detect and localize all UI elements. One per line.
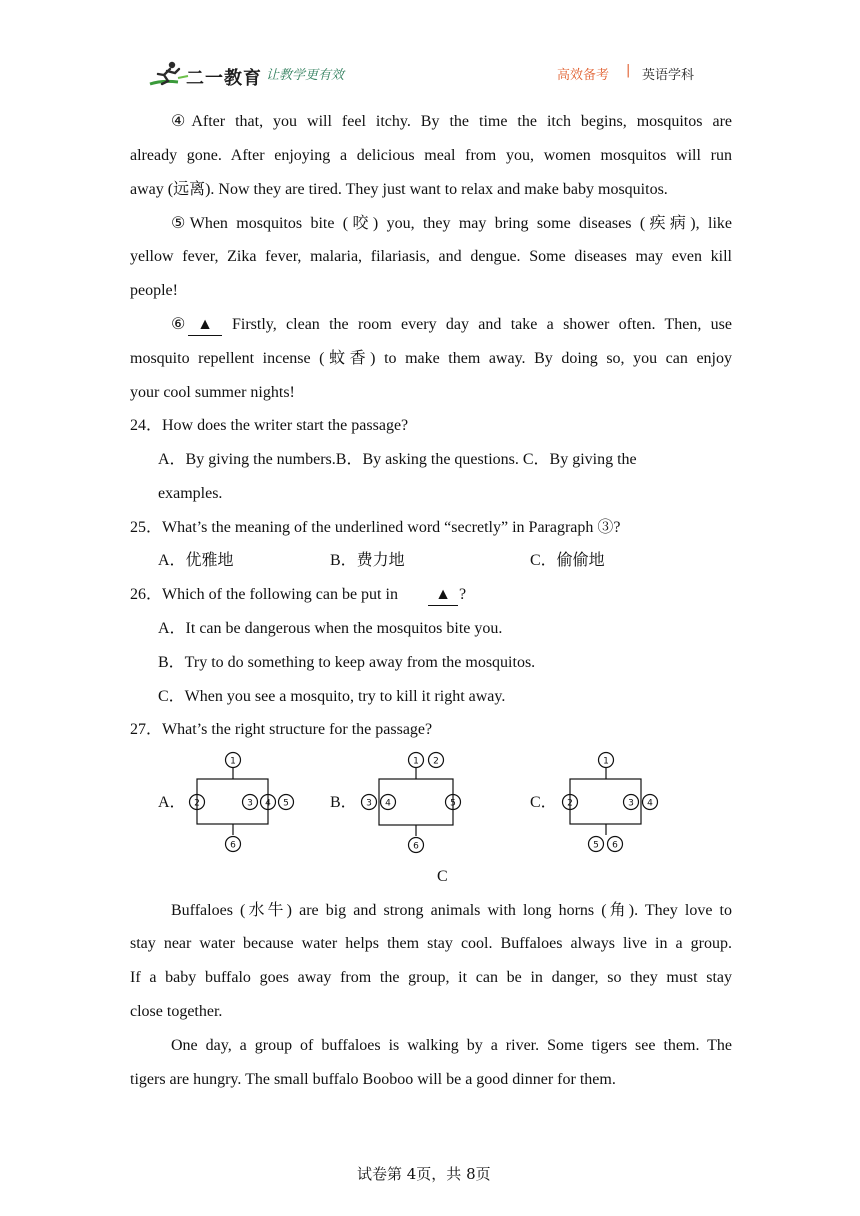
option-c: C．偷偷地: [530, 552, 605, 569]
circle-label: 6: [413, 841, 419, 852]
circle-label: 3: [247, 798, 253, 809]
circle-label: 3: [366, 798, 372, 809]
structure-diagram-c: [556, 748, 666, 854]
paragraph-6-marker: ⑥: [171, 316, 186, 333]
circle-label: 6: [612, 840, 618, 851]
answer-blank-p6: ▲: [188, 315, 222, 336]
circle-label: 6: [230, 840, 236, 851]
logo-text: 二一教育: [186, 68, 262, 88]
option-c: C．When you see a mosquito, try to kill it right away.: [158, 688, 506, 705]
paragraph-line: people!: [130, 282, 178, 299]
question-stem: 27．What’s the right structure for the passage?: [130, 721, 433, 738]
circle-label: 1: [603, 756, 609, 767]
circle-label: 5: [593, 840, 599, 851]
option-a: A．It can be dangerous when the mosquitos bite you.: [158, 620, 503, 637]
paragraph-line: close together.: [130, 1003, 223, 1020]
paragraph-line: your cool summer nights!: [130, 384, 295, 401]
paragraph-line: ④After that, you will feel itchy. By the time the itch begins, mosquitos are: [171, 113, 732, 130]
structure-diagram-a: [180, 748, 300, 854]
paragraph-line: Firstly, clean the room every day and take a shower often. Then, use: [232, 316, 732, 333]
answer-blank-q26: ▲: [428, 585, 458, 606]
paragraph-line: already gone. After enjoying a delicious meal from you, women mosquitos will run: [130, 147, 732, 164]
header-tag-right: 英语学科: [642, 68, 695, 83]
runner-logo-icon: [148, 60, 190, 88]
question-stem-end: ?: [459, 586, 467, 603]
option-b: B．费力地: [330, 552, 405, 569]
question-options-cont: examples.: [158, 485, 223, 502]
option-c-label: C．: [530, 794, 557, 811]
header-tag-left: 高效备考: [557, 68, 610, 83]
circle-label: 3: [628, 798, 634, 809]
circle-label: 2: [194, 798, 200, 809]
paragraph-line: If a baby buffalo goes away from the group, it can be in danger, so they must stay: [130, 969, 732, 986]
circle-label: 2: [567, 798, 573, 809]
question-stem: 26．Which of the following can be put in: [130, 586, 398, 603]
circle-label: 1: [230, 756, 236, 767]
paragraph-line: tigers are hungry. The small buffalo Booboo will be a good dinner for them.: [130, 1071, 616, 1088]
option-b: B．Try to do something to keep away from the mosquitos.: [158, 654, 536, 671]
circle-label: 4: [265, 798, 271, 809]
circle-label: 5: [283, 798, 289, 809]
circle-label: 4: [385, 798, 391, 809]
paragraph-line: One day, a group of buffaloes is walking by a river. Some tigers see them. The: [171, 1037, 732, 1054]
paragraph-line: stay near water because water helps them stay cool. Buffaloes always live in a group.: [130, 935, 732, 952]
page-footer: 试卷第 4页，共 8页: [357, 1165, 491, 1183]
circle-label: 5: [450, 798, 456, 809]
structure-diagram-b: [358, 748, 478, 854]
question-options: A．By giving the numbers.B．By asking the questions. C．By giving the: [158, 451, 637, 468]
paragraph-line: mosquito repellent incense (蚊香) to make them away. By doing so, you can enjoy: [130, 350, 732, 367]
circle-label: 2: [433, 756, 439, 767]
question-stem: 24．How does the writer start the passage?: [130, 417, 409, 434]
paragraph-line: Buffaloes (水牛) are big and strong animals with long horns (角). They love to: [171, 902, 732, 919]
option-a: A．优雅地: [158, 552, 234, 569]
circle-label: 1: [413, 756, 419, 767]
question-stem: 25．What’s the meaning of the underlined word “secretly” in Paragraph ③?: [130, 519, 621, 536]
option-a-label: A．: [158, 794, 186, 811]
paragraph-line: ⑤When mosquitos bite (咬) you, they may bring some diseases (疾病), like: [171, 215, 732, 232]
option-b-label: B．: [330, 794, 357, 811]
section-heading-c: C: [437, 868, 448, 885]
paragraph-line: yellow fever, Zika fever, malaria, filariasis, and dengue. Some diseases may even kill: [130, 248, 732, 265]
header-divider: |: [626, 63, 631, 78]
slogan: 让教学更有效: [266, 68, 345, 83]
paragraph-line: away (远离). Now they are tired. They just want to relax and make baby mosquitos.: [130, 181, 668, 198]
circle-label: 4: [647, 798, 653, 809]
